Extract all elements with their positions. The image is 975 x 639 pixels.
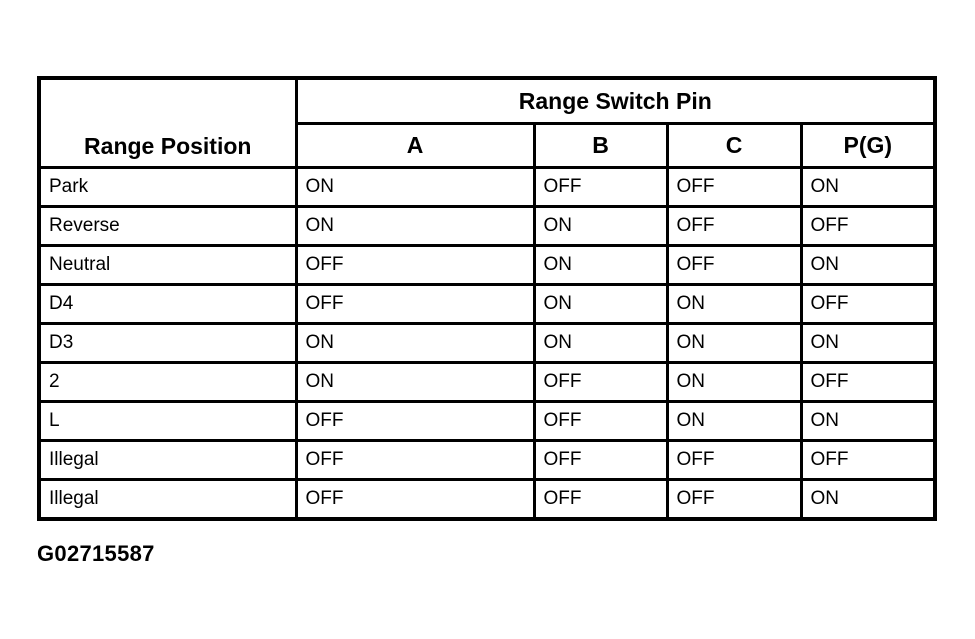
table-row <box>39 480 935 520</box>
pin-c-header: C <box>667 124 801 168</box>
pin-b-cell: OFF <box>534 480 667 520</box>
pin-c-cell: ON <box>667 363 801 402</box>
pin-b-cell: ON <box>534 324 667 363</box>
pin-c-cell: ON <box>667 285 801 324</box>
pin-b-cell: OFF <box>534 441 667 480</box>
table-row <box>39 285 935 324</box>
figure-id-label: G02715587 <box>37 541 155 566</box>
pin-a-cell: OFF <box>296 402 534 441</box>
pin-b-cell: OFF <box>534 168 667 207</box>
pin-pg-cell: OFF <box>801 441 935 480</box>
pin-c-cell: ON <box>667 324 801 363</box>
pin-a-cell: ON <box>296 324 534 363</box>
range-position-cell: Illegal <box>39 441 296 480</box>
pin-pg-cell: ON <box>801 246 935 285</box>
table-row <box>39 441 935 480</box>
table-row <box>39 207 935 246</box>
range-switch-table <box>37 76 937 521</box>
pin-pg-cell: ON <box>801 480 935 520</box>
range-position-cell: Neutral <box>39 246 296 285</box>
pin-pg-cell: ON <box>801 402 935 441</box>
range-position-cell: D4 <box>39 285 296 324</box>
pin-pg-cell: OFF <box>801 363 935 402</box>
pin-b-cell: OFF <box>534 402 667 441</box>
pin-pg-cell: ON <box>801 168 935 207</box>
pin-b-cell: OFF <box>534 363 667 402</box>
pin-a-cell: OFF <box>296 441 534 480</box>
pin-c-cell: OFF <box>667 168 801 207</box>
range-position-cell: 2 <box>39 363 296 402</box>
pin-a-cell: OFF <box>296 246 534 285</box>
table-row <box>39 324 935 363</box>
range-position-cell: D3 <box>39 324 296 363</box>
table-row <box>39 363 935 402</box>
pin-a-cell: OFF <box>296 285 534 324</box>
table-row <box>39 168 935 207</box>
range-position-cell: Illegal <box>39 480 296 520</box>
pin-b-cell: ON <box>534 207 667 246</box>
range-position-header: Range Position <box>39 78 296 168</box>
pin-c-cell: OFF <box>667 246 801 285</box>
pin-pg-cell: OFF <box>801 285 935 324</box>
pin-c-cell: ON <box>667 402 801 441</box>
pin-c-cell: OFF <box>667 207 801 246</box>
pin-a-cell: OFF <box>296 480 534 520</box>
pin-b-cell: ON <box>534 246 667 285</box>
table-row <box>39 246 935 285</box>
pin-a-cell: ON <box>296 363 534 402</box>
pin-b-cell: ON <box>534 285 667 324</box>
pin-b-header: B <box>534 124 667 168</box>
range-position-cell: Park <box>39 168 296 207</box>
table-row <box>39 402 935 441</box>
pin-pg-cell: OFF <box>801 207 935 246</box>
pin-a-header: A <box>296 124 534 168</box>
range-position-cell: L <box>39 402 296 441</box>
pin-pg-cell: ON <box>801 324 935 363</box>
pin-c-cell: OFF <box>667 441 801 480</box>
pin-a-cell: ON <box>296 168 534 207</box>
pin-a-cell: ON <box>296 207 534 246</box>
pin-c-cell: OFF <box>667 480 801 520</box>
range-position-cell: Reverse <box>39 207 296 246</box>
range-switch-pin-header: Range Switch Pin <box>296 78 935 124</box>
pin-pg-header: P(G) <box>801 124 935 168</box>
